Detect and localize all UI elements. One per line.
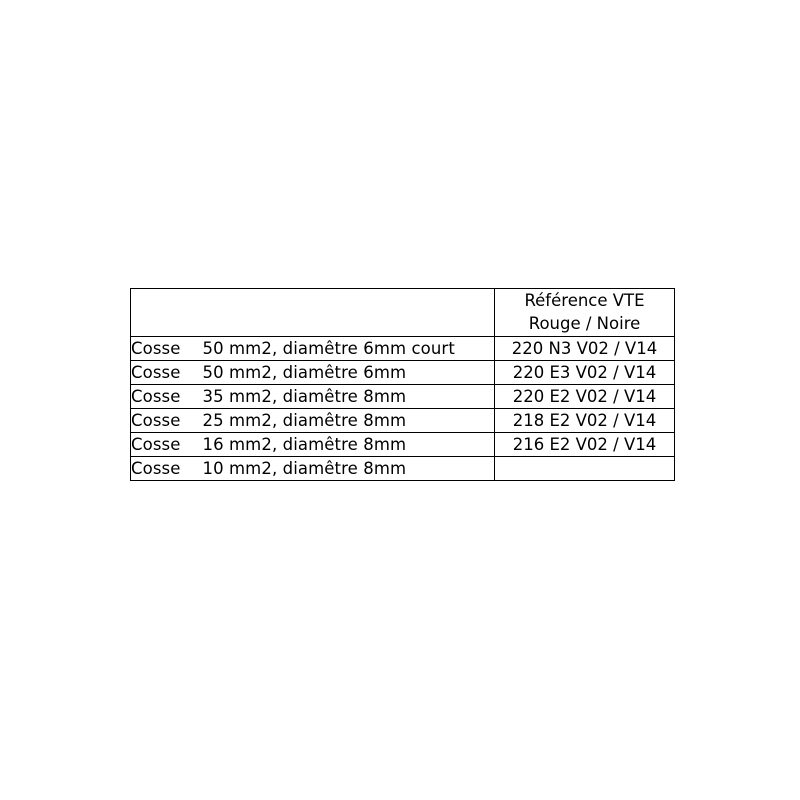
table-row xyxy=(131,456,675,480)
row-description-cell xyxy=(131,456,495,480)
spec-table-container xyxy=(130,288,675,481)
table-row xyxy=(131,360,675,384)
row-spec: 10 mm2, diamêtre 8mm xyxy=(202,458,407,478)
header-empty-cell xyxy=(131,289,495,337)
row-spec: 50 mm2, diamêtre 6mm xyxy=(202,362,407,382)
row-reference-cell: 216 E2 V02 / V14 xyxy=(495,432,675,456)
row-description-cell xyxy=(131,432,495,456)
row-reference-cell: 218 E2 V02 / V14 xyxy=(495,408,675,432)
header-reference-line1: Référence VTE xyxy=(524,291,645,310)
header-reference-cell xyxy=(495,289,675,337)
row-spec: 16 mm2, diamêtre 8mm xyxy=(202,434,407,454)
row-reference-cell: 220 E2 V02 / V14 xyxy=(495,384,675,408)
row-label: Cosse xyxy=(131,410,181,430)
row-label: Cosse xyxy=(131,362,181,382)
row-label: Cosse xyxy=(131,338,181,358)
row-label: Cosse xyxy=(131,386,181,406)
row-reference-cell: 220 N3 V02 / V14 xyxy=(495,336,675,360)
row-description-cell xyxy=(131,360,495,384)
row-spec: 25 mm2, diamêtre 8mm xyxy=(202,410,407,430)
row-label: Cosse xyxy=(131,458,181,478)
table-header-row xyxy=(131,289,675,337)
row-spec: 50 mm2, diamêtre 6mm court xyxy=(202,338,455,358)
table-row xyxy=(131,408,675,432)
table-row xyxy=(131,384,675,408)
header-reference-line2: Rouge / Noire xyxy=(528,314,641,334)
row-description-cell xyxy=(131,408,495,432)
row-description-cell xyxy=(131,384,495,408)
table-row xyxy=(131,432,675,456)
row-reference-cell xyxy=(495,456,675,480)
table-body xyxy=(131,289,675,481)
table-row xyxy=(131,336,675,360)
cosse-reference-table xyxy=(130,288,675,481)
row-label: Cosse xyxy=(131,434,181,454)
row-reference-cell: 220 E3 V02 / V14 xyxy=(495,360,675,384)
row-spec: 35 mm2, diamêtre 8mm xyxy=(202,386,407,406)
row-description-cell xyxy=(131,336,495,360)
